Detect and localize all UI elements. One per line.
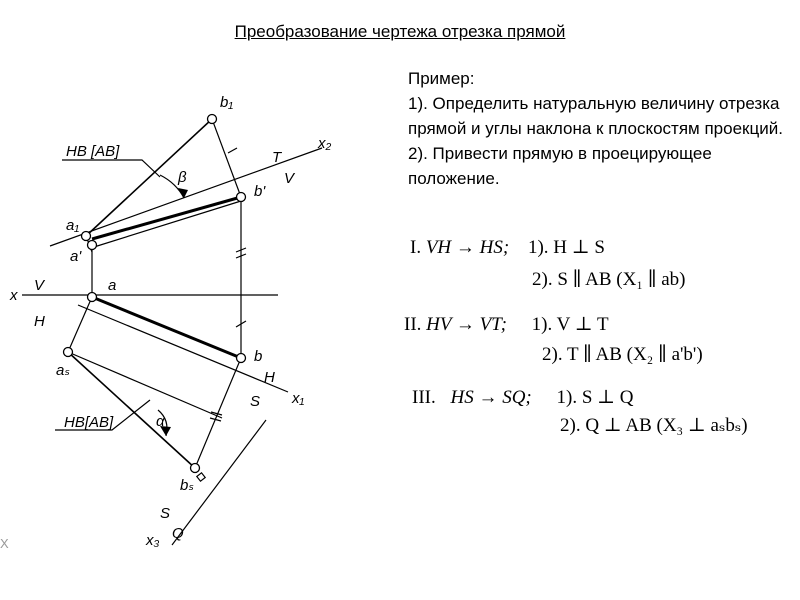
label-hb-ab-top: НВ [AB] bbox=[66, 143, 120, 160]
label-T: T bbox=[272, 149, 282, 166]
label-alpha: α bbox=[156, 413, 165, 430]
example-task-2: 2). Привести прямую в проецирующее положение. bbox=[408, 144, 712, 188]
label-hb-ab-bottom: НВ[AB] bbox=[64, 414, 114, 431]
segment-a-b bbox=[92, 297, 241, 358]
label-as: aₛ bbox=[56, 362, 70, 379]
label-S-lower: S bbox=[160, 505, 171, 522]
label-a-prime: a' bbox=[70, 248, 82, 265]
point-b-prime bbox=[237, 193, 246, 202]
example-task-1: 1). Определить натуральную величину отрезка прямой и углы наклона к плоскостям проекций. bbox=[408, 94, 783, 138]
page-title: Преобразование чертежа отрезка прямой bbox=[234, 22, 566, 41]
true-length-as-bs bbox=[68, 352, 195, 468]
label-x2: x₂ bbox=[318, 135, 332, 152]
label-a1: a₁ bbox=[66, 217, 80, 234]
point-a bbox=[88, 293, 97, 302]
point-b1 bbox=[208, 115, 217, 124]
step-3-condition-1: 1). S ⊥ Q bbox=[556, 387, 634, 408]
step-3-condition-2: 2). Q ⊥ AB (X₃ ⊥ aₛbₛ) bbox=[560, 415, 748, 436]
stray-mark: X bbox=[0, 536, 9, 551]
label-b-prime: b' bbox=[254, 183, 266, 200]
point-a1 bbox=[82, 232, 91, 241]
point-bs bbox=[191, 464, 200, 473]
step-2-condition-1: 1). V ⊥ T bbox=[531, 314, 609, 335]
point-a-prime bbox=[88, 241, 97, 250]
label-S: S bbox=[250, 393, 261, 410]
link-b1-b-prime bbox=[212, 119, 241, 197]
label-b: b bbox=[254, 348, 263, 365]
step-1-number: I. bbox=[410, 237, 422, 258]
step-3-transform: HS → SQ; bbox=[450, 387, 532, 408]
step-1-transform: VH → HS; bbox=[425, 237, 510, 258]
label-x3: x₃ bbox=[146, 532, 160, 549]
right-angle-mark bbox=[197, 473, 205, 481]
leader-top bbox=[62, 160, 160, 177]
tick-mark bbox=[228, 148, 237, 153]
label-x1: x₁ bbox=[292, 390, 305, 407]
segment-a-prime-b-prime bbox=[92, 197, 241, 239]
link-b-bs bbox=[195, 358, 241, 468]
label-H-lower: H bbox=[264, 369, 275, 386]
point-b bbox=[237, 354, 246, 363]
step-2-condition-2: 2). T ∥ AB (X₂ ∥ a'b') bbox=[542, 344, 703, 365]
step-3-number: III. bbox=[412, 387, 436, 408]
label-V: V bbox=[34, 277, 45, 294]
label-bs: bₛ bbox=[180, 477, 194, 494]
label-Q: Q bbox=[172, 525, 184, 542]
example-heading: Пример: bbox=[408, 69, 475, 88]
true-length-a1-b1 bbox=[86, 119, 212, 236]
label-beta: β bbox=[178, 169, 187, 186]
point-as bbox=[64, 348, 73, 357]
step-2-transform: HV → VT; bbox=[426, 314, 507, 335]
step-2-number: II. bbox=[404, 314, 422, 335]
label-H: H bbox=[34, 313, 45, 330]
label-a: a bbox=[108, 277, 117, 294]
label-V-upper: V bbox=[284, 170, 295, 187]
step-1-condition-1: 1). H ⊥ S bbox=[527, 237, 605, 258]
link-as-axis bbox=[68, 352, 222, 418]
label-x: x bbox=[10, 287, 18, 304]
label-b1: b₁ bbox=[220, 94, 234, 111]
step-1-condition-2: 2). S ∥ AB (X₁ ∥ ab) bbox=[532, 269, 686, 290]
